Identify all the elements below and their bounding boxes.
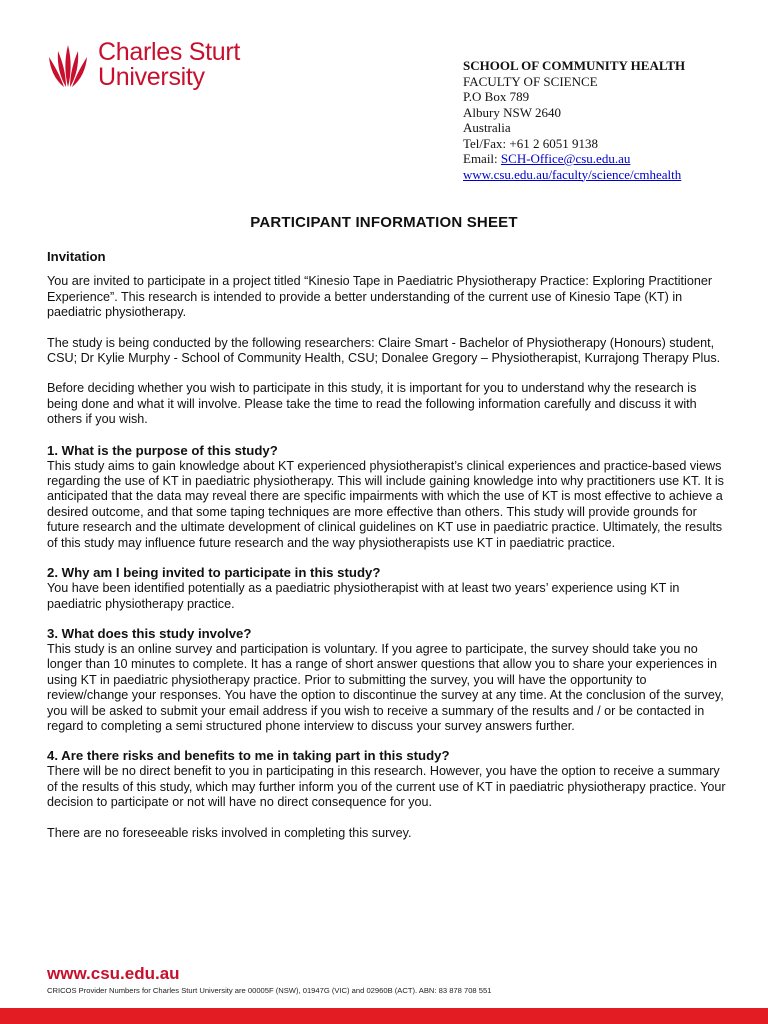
email-line	[463, 151, 685, 167]
section-body: There will be no direct benefit to you in participating in this research. However, you have the option to receive a summary of the results of this study, which may further inform you of the current use of KT in paediatric physiotherapy practice. Your decision to participate or not will have no direct consequence for you.	[47, 764, 726, 810]
address-block	[463, 58, 685, 182]
logo-line1: Charles Sturt	[98, 38, 240, 66]
invitation-paragraph-3: Before deciding whether you wish to participate in this study, it is important for you to understand why the research is being done and what it will involve. Please take the time to read the following information carefully and discuss it with others if you wish.	[47, 381, 697, 427]
section-body: This study is an online survey and participation is voluntary. If you agree to participate, the survey should take you no longer than 10 minutes to complete. It has a range of short answer questions that allow you to share your experiences in using KT in paediatric physiotherapy practice. Prior to submitting the survey, you will have the opportunity to review/change your responses. You have the option to discontinue the survey at any time. At the conclusion of the survey, you will be asked to submit your email address if you wish to receive a summary of the results and / or be contacted in regard to completing a semi structured phone interview to discuss your survey answers further.	[47, 641, 724, 733]
email-label: Email:	[463, 151, 501, 166]
city: Albury NSW 2640	[463, 104, 561, 120]
invitation-paragraph-2: The study is being conducted by the following researchers: Claire Smart - Bachelor of Physiotherapy (Honours) student, CSU; Dr Kylie Murphy - School of Community Health, CSU; Donalee Gregory – Physiotherapist, Kurrajong Therapy Plus.	[47, 335, 721, 366]
invitation-heading: Invitation	[47, 249, 106, 264]
section-heading: 2. Why am I being invited to participate in this study?	[47, 565, 381, 581]
country: Australia	[463, 120, 511, 135]
telfax: Tel/Fax: +61 2 6051 9138	[463, 135, 598, 151]
section-purpose	[47, 443, 727, 551]
section-risks-benefits	[47, 748, 727, 841]
section-body: You have been identified potentially as a paediatric physiotherapist with at least two years’ experience using KT in paediatric physiotherapy practice.	[47, 581, 680, 611]
section-involvement	[47, 626, 727, 734]
email-link[interactable]: SCH-Office@csu.edu.au	[500, 151, 631, 166]
footer-bar	[0, 1008, 768, 1024]
po-box: P.O Box 789	[463, 89, 530, 104]
section-heading: 4. Are there risks and benefits to me in taking part in this study?	[47, 748, 450, 764]
website-link[interactable]: www.csu.edu.au/faculty/science/cmhealth	[463, 166, 682, 182]
footer-url: www.csu.edu.au	[47, 964, 180, 983]
section-heading: 3. What does this study involve?	[47, 625, 252, 641]
faculty-name: FACULTY OF SCIENCE	[463, 73, 598, 89]
page-title: PARTICIPANT INFORMATION SHEET	[250, 214, 518, 231]
school-name: SCHOOL OF COMMUNITY HEALTH	[463, 58, 686, 73]
section-heading: 1. What is the purpose of this study?	[47, 442, 278, 458]
section-body: This study aims to gain knowledge about KT experienced physiotherapist’s clinical experiences and practice-based views regarding the use of KT in paediatric physiotherapy. This will include gaining knowledge into why practitioners use KT. It is anticipated that the data may reveal there are specific impairments with which the use of KT is most effective to achieve a desired outcome, and that some taping techniques are more effective than others. This study will provide grounds for future research and the ultimate development of clinical guidelines on KT use in paediatric practice. Ultimately, the results of this study may influence future research and the way physiotherapists use KT in paediatric practice.	[47, 458, 724, 550]
footer-cricos: CRICOS Provider Numbers for Charles Sturt University are 00005F (NSW), 01947G (VIC) and 02960B (ACT). ABN: 83 878 708 551	[47, 986, 492, 995]
section-why-invited	[47, 565, 727, 612]
logo-line2: University	[98, 63, 205, 91]
csu-waratah-icon	[44, 41, 92, 89]
csu-logo	[44, 40, 240, 90]
section-body-2: There are no foreseeable risks involved in completing this survey.	[47, 825, 412, 840]
invitation-paragraph-1: You are invited to participate in a project titled “Kinesio Tape in Paediatric Physiotherapy Practice: Exploring Practitioner Experience”. This research is intended to provide a better understanding of the current use of Kinesio Tape (KT) in paediatric physiotherapy.	[47, 274, 713, 320]
document-body	[47, 249, 727, 855]
